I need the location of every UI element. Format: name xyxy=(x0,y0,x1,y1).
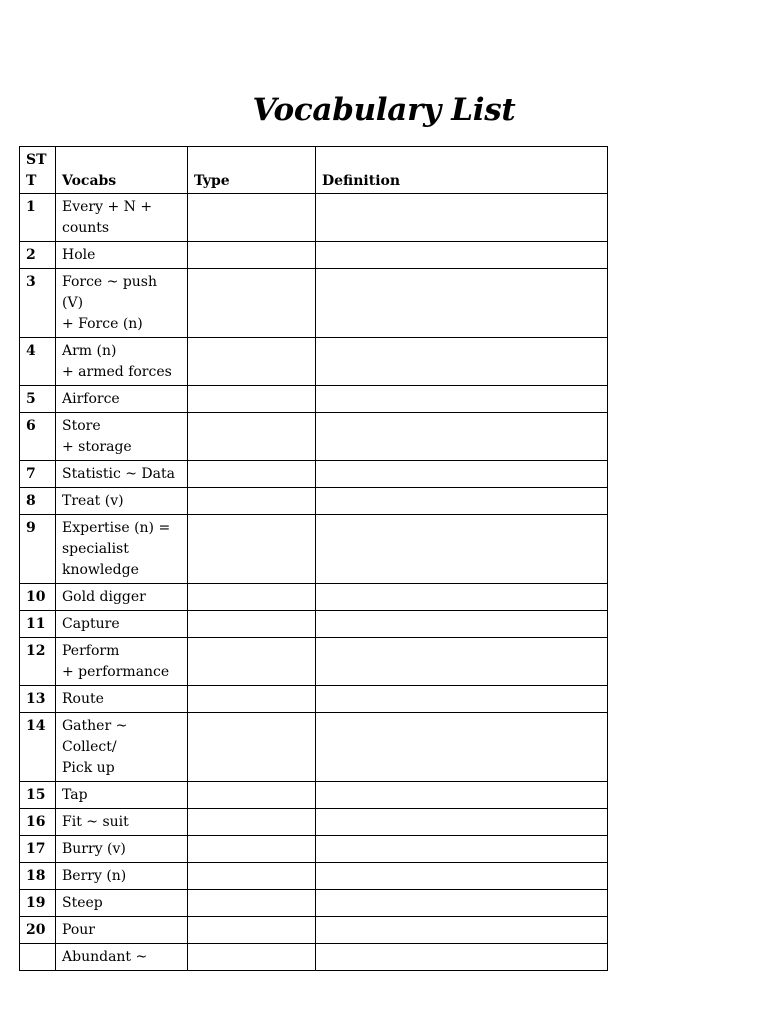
type-cell[interactable] xyxy=(188,890,316,917)
definition-cell[interactable] xyxy=(316,638,608,686)
header-definition: Definition xyxy=(316,147,608,194)
vocab-line: Steep xyxy=(62,895,103,911)
table-row xyxy=(20,584,608,611)
definition-cell[interactable] xyxy=(316,863,608,890)
row-number-cell: 18 xyxy=(20,863,56,890)
header-stt-line2: T xyxy=(26,173,37,189)
table-row xyxy=(20,782,608,809)
vocab-line: Gather ~ Collect/ xyxy=(62,718,128,755)
row-number-cell: 8 xyxy=(20,488,56,515)
row-number-cell: 10 xyxy=(20,584,56,611)
table-row xyxy=(20,194,608,242)
vocab-cell xyxy=(56,890,188,917)
table-row xyxy=(20,944,608,971)
row-number-cell: 6 xyxy=(20,413,56,461)
vocab-cell xyxy=(56,809,188,836)
vocab-line: Arm (n) xyxy=(62,343,117,359)
type-cell[interactable] xyxy=(188,836,316,863)
vocab-line: Expertise (n) = xyxy=(62,520,171,536)
definition-cell[interactable] xyxy=(316,515,608,584)
type-cell[interactable] xyxy=(188,917,316,944)
row-number-cell: 4 xyxy=(20,338,56,386)
row-number-cell: 12 xyxy=(20,638,56,686)
vocab-line: Pick up xyxy=(62,760,115,776)
table-row xyxy=(20,515,608,584)
vocab-line: Statistic ~ Data xyxy=(62,466,175,482)
header-type: Type xyxy=(188,147,316,194)
type-cell[interactable] xyxy=(188,713,316,782)
vocab-line: Force ~ push (V) xyxy=(62,274,158,311)
vocab-line: Abundant ~ xyxy=(62,949,148,965)
header-stt xyxy=(20,147,56,194)
type-cell[interactable] xyxy=(188,944,316,971)
vocab-line: counts xyxy=(62,220,110,236)
vocab-line: Gold digger xyxy=(62,589,146,605)
table-row xyxy=(20,713,608,782)
vocab-line: Treat (v) xyxy=(62,493,124,509)
vocab-line: Hole xyxy=(62,247,96,263)
definition-cell[interactable] xyxy=(316,917,608,944)
vocab-line: Pour xyxy=(62,922,95,938)
vocab-cell xyxy=(56,584,188,611)
vocab-cell xyxy=(56,944,188,971)
vocab-cell xyxy=(56,863,188,890)
row-number-cell: 15 xyxy=(20,782,56,809)
vocab-cell xyxy=(56,269,188,338)
vocab-line: Every + N + xyxy=(62,199,153,215)
row-number-cell: 13 xyxy=(20,686,56,713)
definition-cell[interactable] xyxy=(316,461,608,488)
vocab-cell xyxy=(56,386,188,413)
row-number-cell: 14 xyxy=(20,713,56,782)
definition-cell[interactable] xyxy=(316,488,608,515)
vocab-cell xyxy=(56,713,188,782)
row-number-cell xyxy=(20,944,56,971)
type-cell[interactable] xyxy=(188,686,316,713)
vocab-cell xyxy=(56,461,188,488)
row-number-cell: 7 xyxy=(20,461,56,488)
type-cell[interactable] xyxy=(188,242,316,269)
vocab-line: Burry (v) xyxy=(62,841,126,857)
type-cell[interactable] xyxy=(188,386,316,413)
table-row xyxy=(20,638,608,686)
header-stt-line1: ST xyxy=(26,152,47,168)
row-number-cell: 20 xyxy=(20,917,56,944)
definition-cell[interactable] xyxy=(316,611,608,638)
row-number-cell: 17 xyxy=(20,836,56,863)
type-cell[interactable] xyxy=(188,461,316,488)
vocab-cell xyxy=(56,611,188,638)
type-cell[interactable] xyxy=(188,782,316,809)
table-row xyxy=(20,413,608,461)
vocab-line: Capture xyxy=(62,616,120,632)
type-cell[interactable] xyxy=(188,638,316,686)
vocab-cell xyxy=(56,638,188,686)
vocab-cell xyxy=(56,488,188,515)
vocab-line: Store xyxy=(62,418,101,434)
definition-cell[interactable] xyxy=(316,338,608,386)
vocab-cell xyxy=(56,413,188,461)
table-row xyxy=(20,611,608,638)
definition-cell[interactable] xyxy=(316,713,608,782)
row-number-cell: 19 xyxy=(20,890,56,917)
vocab-line: + storage xyxy=(62,439,132,455)
table-row xyxy=(20,890,608,917)
vocabulary-table xyxy=(19,146,608,971)
vocab-cell xyxy=(56,242,188,269)
vocab-line: Perform xyxy=(62,643,120,659)
table-row xyxy=(20,338,608,386)
vocab-cell xyxy=(56,515,188,584)
type-cell[interactable] xyxy=(188,488,316,515)
definition-cell[interactable] xyxy=(316,890,608,917)
definition-cell[interactable] xyxy=(316,584,608,611)
table-row xyxy=(20,488,608,515)
definition-cell[interactable] xyxy=(316,944,608,971)
type-cell[interactable] xyxy=(188,269,316,338)
vocab-line: + performance xyxy=(62,664,170,680)
vocab-cell xyxy=(56,836,188,863)
table-row xyxy=(20,386,608,413)
table-row xyxy=(20,686,608,713)
row-number-cell: 16 xyxy=(20,809,56,836)
definition-cell[interactable] xyxy=(316,686,608,713)
vocab-cell xyxy=(56,338,188,386)
vocab-line: + armed forces xyxy=(62,364,172,380)
type-cell[interactable] xyxy=(188,584,316,611)
definition-cell[interactable] xyxy=(316,413,608,461)
table-row xyxy=(20,269,608,338)
type-cell[interactable] xyxy=(188,413,316,461)
vocab-line: Airforce xyxy=(62,391,120,407)
definition-cell[interactable] xyxy=(316,269,608,338)
table-row xyxy=(20,461,608,488)
definition-cell[interactable] xyxy=(316,782,608,809)
header-vocabs: Vocabs xyxy=(56,147,188,194)
table-row xyxy=(20,863,608,890)
vocab-line: Berry (n) xyxy=(62,868,127,884)
vocab-cell xyxy=(56,686,188,713)
table-row xyxy=(20,809,608,836)
vocab-cell xyxy=(56,194,188,242)
type-cell[interactable] xyxy=(188,809,316,836)
vocab-line: + Force (n) xyxy=(62,316,143,332)
table-row xyxy=(20,242,608,269)
table-row xyxy=(20,836,608,863)
definition-cell[interactable] xyxy=(316,242,608,269)
row-number-cell: 5 xyxy=(20,386,56,413)
definition-cell[interactable] xyxy=(316,386,608,413)
vocab-line: Route xyxy=(62,691,104,707)
definition-cell[interactable] xyxy=(316,194,608,242)
type-cell[interactable] xyxy=(188,611,316,638)
table-header-row xyxy=(20,147,608,194)
vocab-line: Fit ~ suit xyxy=(62,814,129,830)
type-cell[interactable] xyxy=(188,338,316,386)
type-cell[interactable] xyxy=(188,863,316,890)
type-cell[interactable] xyxy=(188,194,316,242)
row-number-cell: 3 xyxy=(20,269,56,338)
vocab-cell xyxy=(56,917,188,944)
vocab-line: knowledge xyxy=(62,562,139,578)
row-number-cell: 1 xyxy=(20,194,56,242)
row-number-cell: 9 xyxy=(20,515,56,584)
row-number-cell: 2 xyxy=(20,242,56,269)
definition-cell[interactable] xyxy=(316,809,608,836)
definition-cell[interactable] xyxy=(316,836,608,863)
table-row xyxy=(20,917,608,944)
row-number-cell: 11 xyxy=(20,611,56,638)
vocab-line: specialist xyxy=(62,541,129,557)
type-cell[interactable] xyxy=(188,515,316,584)
vocab-cell xyxy=(56,782,188,809)
vocab-line: Tap xyxy=(62,787,88,803)
page-title: Vocabulary List xyxy=(252,92,516,128)
table-body xyxy=(20,194,608,971)
